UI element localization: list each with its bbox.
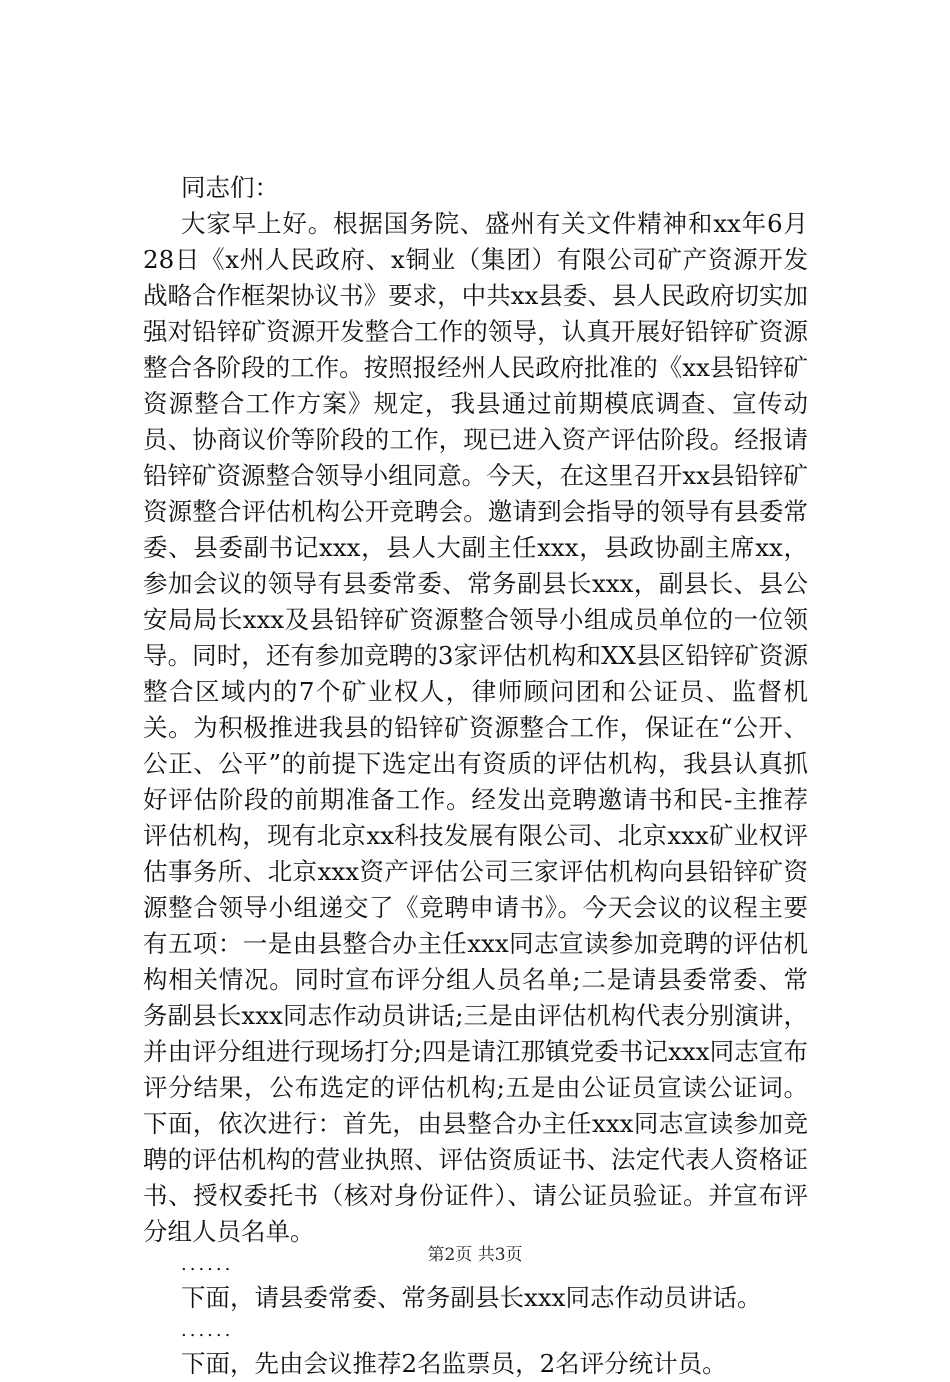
ellipsis-2: ...... xyxy=(181,1320,234,1341)
ellipsis-1: ...... xyxy=(181,1254,234,1275)
paragraph-vote-counters: 下面，先由会议推荐2名监票员，2名评分统计员。 xyxy=(181,1349,727,1378)
document-body xyxy=(143,170,808,1382)
greeting: 同志们： xyxy=(181,173,279,202)
paragraph-mobilization-speech: 下面，请县委常委、常务副县长xxx同志作动员讲话。 xyxy=(181,1283,762,1312)
main-paragraph: 大家早上好。根据国务院、盛州有关文件精神和xx年6月28日《x州人民政府、x铜业（集团）有限公司矿产资源开发战略合作框架协议书》要求，中共xx县委、县人民政府切实加强对铅锌矿资源开发整合工作的领导，认真开展好铅锌矿资源整合各阶段的工作。按照报经州人民政府批准的《xx县铅锌矿资源整合工作方案》规定，我县通过前期模底调查、宣传动员、协商议价等阶段的工作，现已进入资产评估阶段。经报请铅锌矿资源整合领导小组同意。今天，在这里召开xx县铅锌矿资源整合评估机构公开竞聘会。邀请到会指导的领导有县委常委、县委副书记xxx，县人大副主任xxx，县政协副主席xx，参加会议的领导有县委常委、常务副县长xxx，副县长、县公安局局长xxx及县铅锌矿资源整合领导小组成员单位的一位领导。同时，还有参加竞聘的3家评估机构和XX县区铅锌矿资源整合区域内的7个矿业权人，律师顾问团和公证员、监督机关。为积极推进我县的铅锌矿资源整合工作，保证在“公开、公正、公平”的前提下选定出有资质的评估机构，我县认真抓好评估阶段的前期准备工作。经发出竞聘邀请书和民-主推荐评估机构，现有北京xx科技发展有限公司、北京xxx矿业权评估事务所、北京xxx资产评估公司三家评估机构向县铅锌矿资源整合领导小组递交了《竞聘申请书》。今天会议的议程主要有五项：一是由县整合办主任xxx同志宣读参加竞聘的评估机构相关情况。同时宣布评分组人员名单;二是请县委常委、常务副县长xxx同志作动员讲话;三是由评估机构代表分别演讲，并由评分组进行现场打分;四是请江那镇党委书记xxx同志宣布评分结果，公布选定的评估机构;五是由公证员宣读公证词。下面，依次进行：首先，由县整合办主任xxx同志宣读参加竞聘的评估机构的营业执照、评估资质证书、法定代表人资格证书、授权委托书（核对身份证件）、请公证员验证。并宣布评分组人员名单。 xyxy=(143,209,808,1246)
page-number-footer: 第2页 共3页 xyxy=(427,1245,523,1265)
